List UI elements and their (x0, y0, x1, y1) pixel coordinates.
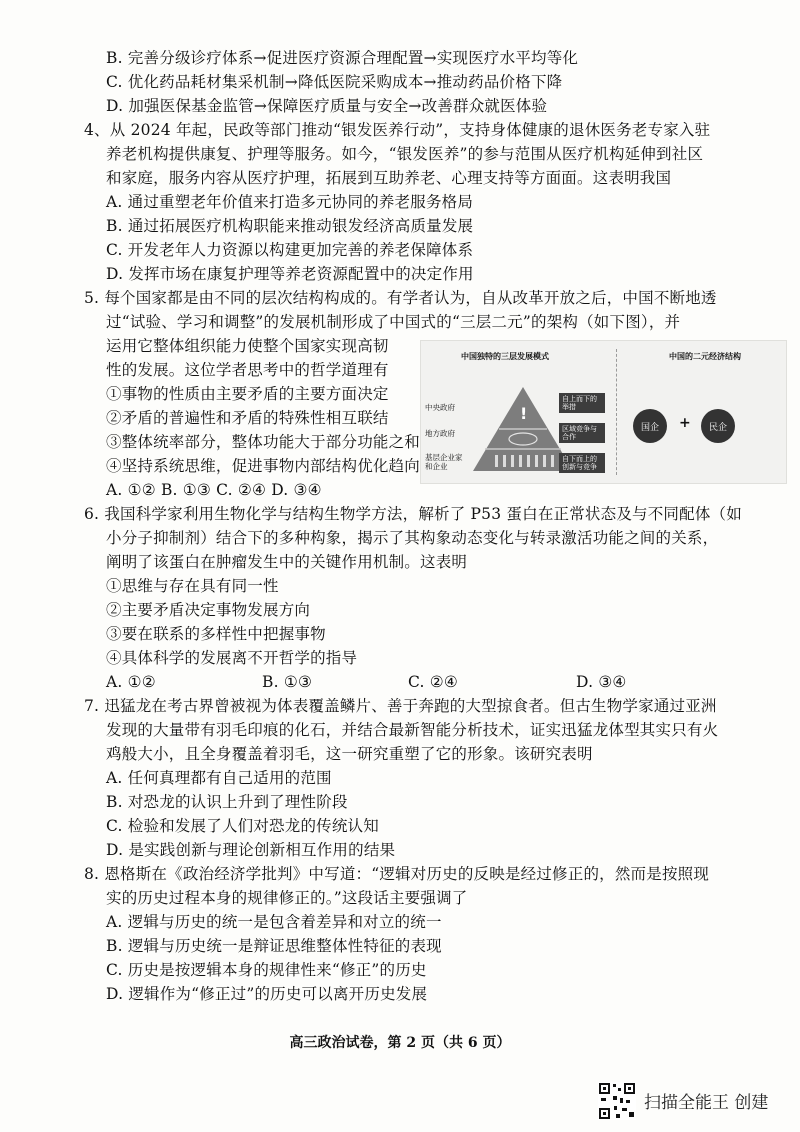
qr-code-icon (598, 1082, 636, 1120)
text-line: B. ①③ (262, 673, 313, 691)
circle-state-enterprise: 国企 (633, 409, 667, 443)
text-line: B. 完善分级诊疗体系→促进医疗资源合理配置→实现医疗水平均等化 (106, 49, 579, 67)
text-line: 实的历史过程本身的规律修正的。”这段话主要强调了 (106, 889, 468, 907)
diagram-left-title: 中国独特的三层发展模式 (461, 351, 549, 361)
circle-private-enterprise: 民企 (701, 409, 735, 443)
text-line: A. ①② (106, 673, 156, 691)
plus-sign: + (679, 415, 691, 431)
text-line: 5. 每个国家都是由不同的层次结构构成的。有学者认为，自从改革开放之后，中国不断地透 (84, 289, 717, 307)
label-central-government: 中央政府 (425, 403, 455, 412)
text-line: B. 对恐龙的认识上升到了理性阶段 (106, 793, 348, 811)
text-line: ③整体统率部分，整体功能大于部分功能之和 (106, 433, 421, 451)
page-footer: 高三政治试卷，第 2 页（共 6 页） (289, 1035, 511, 1051)
text-line: 小分子抑制剂）结合下的多种构象，揭示了其构象动态变化与转录激活功能之间的关系， (106, 529, 719, 547)
text-line: 和家庭，服务内容从医疗护理，拓展到互助养老、心理支持等方面面。这表明我国 (106, 169, 672, 187)
text-line: 发现的大量带有羽毛印痕的化石，并结合最新智能分析技术，证实迅猛龙体型其实只有火 (106, 721, 719, 739)
text-line: C. 开发老年人力资源以构建更加完善的养老保障体系 (106, 241, 474, 259)
text-line: 养老机构提供康复、护理等服务。如今，“银发医养”的参与范围从医疗机构延伸到社区 (106, 145, 704, 163)
text-line: D. 发挥市场在康复护理等养老资源配置中的决定作用 (106, 265, 474, 283)
scanner-watermark: 扫描全能王 创建 (644, 1093, 769, 1113)
text-line: 运用它整体组织能力使整个国家实现高韧 (106, 337, 389, 355)
text-line: 过“试验、学习和调整”的发展机制形成了中国式的“三层二元”的架构（如下图），并 (106, 313, 681, 331)
diagram-divider (616, 349, 617, 475)
text-line: A. 任何真理都有自己适用的范围 (106, 769, 332, 787)
text-line: A. ①② B. ①③ C. ②④ D. ③④ (106, 481, 322, 499)
box-bottom-up: 自下而上的创新与竞争 (559, 453, 605, 473)
text-line: D. 逻辑作为“修正过”的历史可以离开历史发展 (106, 985, 428, 1003)
text-line: ①事物的性质由主要矛盾的主要方面决定 (106, 385, 389, 403)
text-line: 7. 迅猛龙在考古界曾被视为体表覆盖鳞片、善于奔跑的大型掠食者。但古生物学家通过亚洲 (84, 697, 717, 715)
text-line: C. ②④ (408, 673, 458, 691)
text-line: ④具体科学的发展离不开哲学的指导 (106, 649, 358, 667)
text-line: 8. 恩格斯在《政治经济学批判》中写道：“逻辑对历史的反映是经过修正的，然而是按照现 (84, 865, 710, 883)
text-line: 鸡般大小，且全身覆盖着羽毛，这一研究重塑了它的形象。该研究表明 (106, 745, 593, 763)
diagram-right-title: 中国的二元经济结构 (669, 351, 741, 361)
text-line: 性的发展。这位学者思考中的哲学道理有 (106, 361, 389, 379)
text-line: A. 逻辑与历史的统一是包含着差异和对立的统一 (106, 913, 442, 931)
text-line: ②矛盾的普遍性和矛盾的特殊性相互联结 (106, 409, 389, 427)
box-top-down: 自上而下的举措 (559, 393, 605, 413)
label-grassroots-enterprise: 基层企业家和企业 (425, 453, 463, 471)
text-line: D. ③④ (576, 673, 627, 691)
text-line: C. 优化药品耗材集采机制→降低医院采购成本→推动药品价格下降 (106, 73, 563, 91)
text-line: B. 逻辑与历史统一是辩证思维整体性特征的表现 (106, 937, 442, 955)
apex-exclamation-icon: ! (520, 404, 528, 423)
text-line: B. 通过拓展医疗机构职能来推动银发经济高质量发展 (106, 217, 474, 235)
text-line: 6. 我国科学家利用生物化学与结构生物学方法，解析了 P53 蛋白在正常状态及与不同配体（如 (84, 505, 742, 523)
text-line: D. 是实践创新与理论创新相互作用的结果 (106, 841, 396, 859)
label-local-government: 地方政府 (425, 429, 455, 438)
text-line: C. 检验和发展了人们对恐龙的传统认知 (106, 817, 379, 835)
text-line: 阐明了该蛋白在肿瘤发生中的关键作用机制。这表明 (106, 553, 468, 571)
text-line: ④坚持系统思维，促进事物内部结构优化趋向 (106, 457, 421, 475)
box-regional-competition: 区域竞争与合作 (559, 423, 605, 443)
text-line: A. 通过重塑老年价值来打造多元协同的养老服务格局 (106, 193, 474, 211)
text-line: D. 加强医保基金监管→保障医疗质量与安全→改善群众就医体验 (106, 97, 548, 115)
text-line: ②主要矛盾决定事物发展方向 (106, 601, 311, 619)
text-line: C. 历史是按逻辑本身的规律性来“修正”的历史 (106, 961, 427, 979)
text-line: 4、从 2024 年起，民政等部门推动“银发医养行动”，支持身体健康的退休医务老专家入驻 (84, 121, 711, 139)
text-line: ①思维与存在具有同一性 (106, 577, 279, 595)
three-layer-two-dimension-diagram (420, 340, 787, 484)
text-line: ③要在联系的多样性中把握事物 (106, 625, 326, 643)
